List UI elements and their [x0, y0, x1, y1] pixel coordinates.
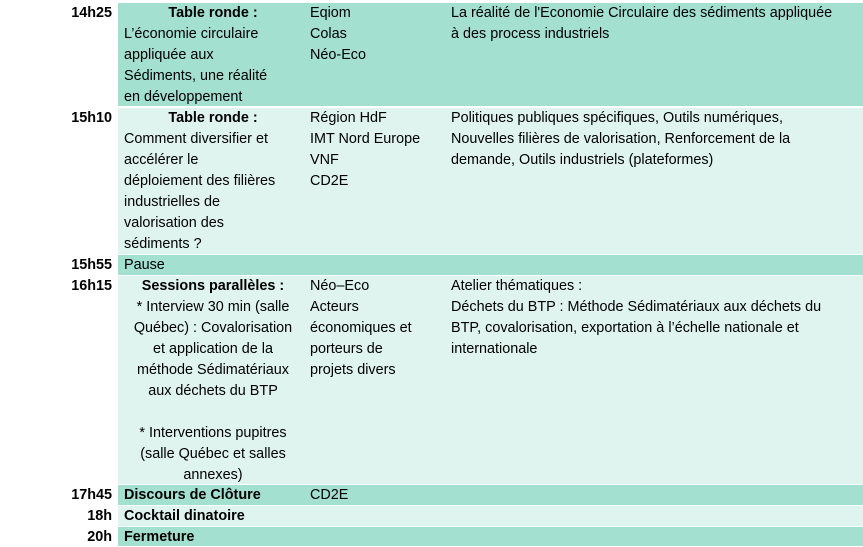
closing-speech-label: Discours de Clôture: [124, 487, 261, 503]
cocktail-label: Cocktail dinatoire: [124, 508, 245, 524]
theme-line: La réalité de l'Economie Circulaire des sédiments appliquée: [451, 5, 833, 21]
title-cell: [124, 276, 302, 486]
closing-label: Fermeture: [124, 529, 195, 545]
session-a-line: Québec) : Covalorisation: [133, 320, 293, 336]
agenda-row-18h: [0, 506, 863, 526]
session-a-line: aux déchets du BTP: [148, 383, 278, 399]
participant: Acteurs: [310, 299, 359, 315]
time-cell: 17h45: [71, 487, 112, 503]
theme-line: demande, Outils industriels (plateformes): [451, 152, 714, 168]
agenda-row-17h45: [0, 485, 863, 505]
participants-cell: [310, 108, 446, 192]
spacer: [124, 402, 302, 423]
title-line: sédiments ?: [124, 236, 202, 252]
time-cell: 20h: [87, 529, 112, 545]
theme-cell: [451, 3, 863, 45]
session-a-line: méthode Sédimatériaux: [137, 362, 289, 378]
theme-line: internationale: [451, 341, 538, 357]
participant: Colas: [310, 26, 347, 42]
theme-line: Déchets du BTP : Méthode Sédimatériaux aux déchets du: [451, 299, 822, 315]
theme-line: Nouvelles filières de valorisation, Renforcement de la: [451, 131, 791, 147]
title-line: valorisation des: [124, 215, 224, 231]
time-cell: 15h10: [71, 110, 112, 126]
time-cell: 18h: [87, 508, 112, 524]
session-a-line: et application de la: [152, 341, 273, 357]
session-heading: Table ronde :: [168, 5, 258, 21]
theme-line: à des process industriels: [451, 26, 610, 42]
agenda-row-15h10: [0, 108, 863, 254]
time-cell: 14h25: [71, 5, 112, 21]
participant: CD2E: [310, 173, 349, 189]
session-heading: Sessions parallèles :: [141, 278, 285, 294]
participant: projets divers: [310, 362, 396, 378]
participants-cell: [310, 276, 446, 381]
time-cell: 15h55: [71, 257, 112, 273]
theme-line: Atelier thématiques :: [451, 278, 583, 294]
agenda-row-20h: [0, 527, 863, 546]
theme-line: Politiques publiques spécifiques, Outils numériques,: [451, 110, 783, 126]
participant: CD2E: [310, 487, 349, 503]
participant: IMT Nord Europe: [310, 131, 421, 147]
title-line: L’économie circulaire: [124, 26, 259, 42]
participants-cell: [310, 3, 446, 66]
participant: Région HdF: [310, 110, 387, 126]
title-line: accélérer le: [124, 152, 199, 168]
title-cell: [124, 3, 302, 108]
agenda-row-16h15: [0, 276, 863, 484]
theme-line: BTP, covalorisation, exportation à l’échelle nationale et: [451, 320, 799, 336]
participant: porteurs de: [310, 341, 383, 357]
pause-label: Pause: [124, 257, 165, 273]
session-b-line: * Interventions pupitres: [139, 425, 287, 441]
participant: VNF: [310, 152, 339, 168]
agenda-row-14h25: [0, 3, 863, 106]
session-b-line: (salle Québec et salles: [140, 446, 286, 462]
title-cell: [124, 108, 302, 255]
session-b-line: annexes): [183, 467, 243, 483]
title-line: industrielles de: [124, 194, 220, 210]
title-line: Sédiments, une réalité: [124, 68, 268, 84]
title-line: appliquée aux: [124, 47, 214, 63]
time-cell: 16h15: [71, 278, 112, 294]
theme-cell: [451, 276, 863, 360]
session-a-line: * Interview 30 min (salle: [136, 299, 290, 315]
participant: Eqiom: [310, 5, 351, 21]
title-line: déploiement des filières: [124, 173, 276, 189]
title-line: Comment diversifier et: [124, 131, 268, 147]
agenda-row-15h55: [0, 255, 863, 275]
theme-cell: [451, 108, 863, 171]
participant: Néo-Eco: [310, 47, 366, 63]
participant: Néo–Eco: [310, 278, 370, 294]
session-heading: Table ronde :: [168, 110, 258, 126]
title-line: en développement: [124, 89, 243, 105]
participant: économiques et: [310, 320, 412, 336]
